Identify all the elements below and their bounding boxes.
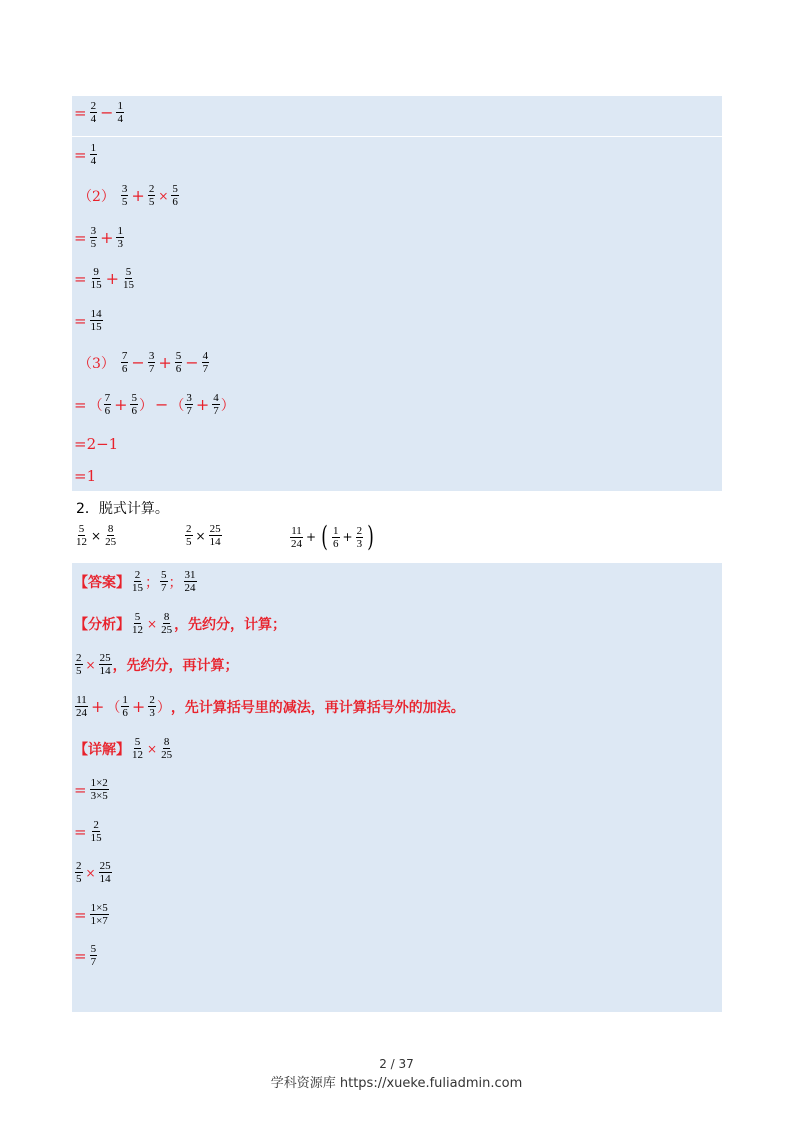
equals-sign: = [74, 103, 87, 122]
step-line: $\frac{2}{5}$ × $\frac{25}{14}$ [76, 860, 111, 885]
step-line: =1 [74, 467, 97, 485]
fraction: $\frac{1}{4}$ [117, 100, 123, 125]
question-title: 2．脱式计算。 [76, 501, 169, 517]
analysis-line: $\frac{2}{5}$ × $\frac{25}{14}$ ，先约分，再计算； [76, 652, 239, 677]
step-line: = $\frac{2}{15}$ [74, 819, 102, 844]
step-line: = $\frac{5}{7}$ [74, 943, 97, 968]
problem-3: 11 24 + ( 1 6 + $\frac{2}{3}$ ) [291, 520, 374, 553]
analysis-label: 【分析】 [74, 616, 130, 633]
subproblem-2: （2） 3 5 + $\frac{2}{5}$ × $\frac{5}{6}$ [78, 183, 178, 208]
step-line: = $\frac{9}{15}$ + $\frac{5}{15}$ [74, 266, 134, 291]
analysis-line: 【分析】 $\frac{5}{12}$ × $\frac{8}{25}$ ，先约分，计算； [74, 611, 287, 636]
operator: − [100, 103, 114, 122]
step-line: = $\frac{14}{15}$ [74, 308, 102, 333]
step-line: =2−1 [74, 435, 119, 453]
answer-line: 【答案】 2 15 ； 5 7 ； 31 24 [74, 569, 196, 594]
step-line: = $\frac{3}{5}$ + $\frac{1}{3}$ [74, 225, 123, 250]
solution-block-1 [72, 96, 722, 491]
problem-1: $\frac{5}{12}$ × $\frac{8}{25}$ [76, 523, 117, 548]
fraction: $\frac{1}{4}$ [90, 142, 97, 167]
subproblem-label: （2） [78, 188, 115, 205]
detail-line: 【详解】 $\frac{5}{12}$ × $\frac{8}{25}$ [74, 736, 173, 761]
subproblem-3: （3） 7 6 − $\frac{3}{7}$ + $\frac{5}{6}$ − $\frac{4}{7}$ [78, 350, 209, 375]
page-number: 2 / 37 [379, 1057, 414, 1071]
analysis-line: 11 24 + （ 1 6 + $\frac{2}{3}$ ） ，先计算括号里的减法，再计算括号外的加法。 [76, 694, 465, 719]
step-line: = （ 7 6 + $\frac{5}{6}$ ） − （ 3 7 + $\frac{4}{7}$ ） [74, 392, 235, 417]
step-line: = $\frac{1\times 5}{1\times 7}$ [74, 902, 108, 927]
solution-block-2 [72, 563, 722, 1012]
fraction: $\frac{2}{4}$ [90, 100, 97, 125]
source-url: 学科资源库 https://xueke.fuliadmin.com [270, 1076, 523, 1091]
divider [72, 136, 722, 137]
answer-label: 【答案】 [74, 574, 130, 591]
problem-2: $\frac{2}{5}$ × $\frac{25}{14}$ [186, 523, 221, 548]
detail-label: 【详解】 [74, 741, 130, 758]
subproblem-label: （3） [78, 355, 115, 372]
step-line: = $\frac{1}{4}$ [74, 142, 97, 167]
step-line [74, 100, 125, 125]
step-line: = $\frac{1\times 2}{3\times 5}$ [74, 777, 108, 802]
